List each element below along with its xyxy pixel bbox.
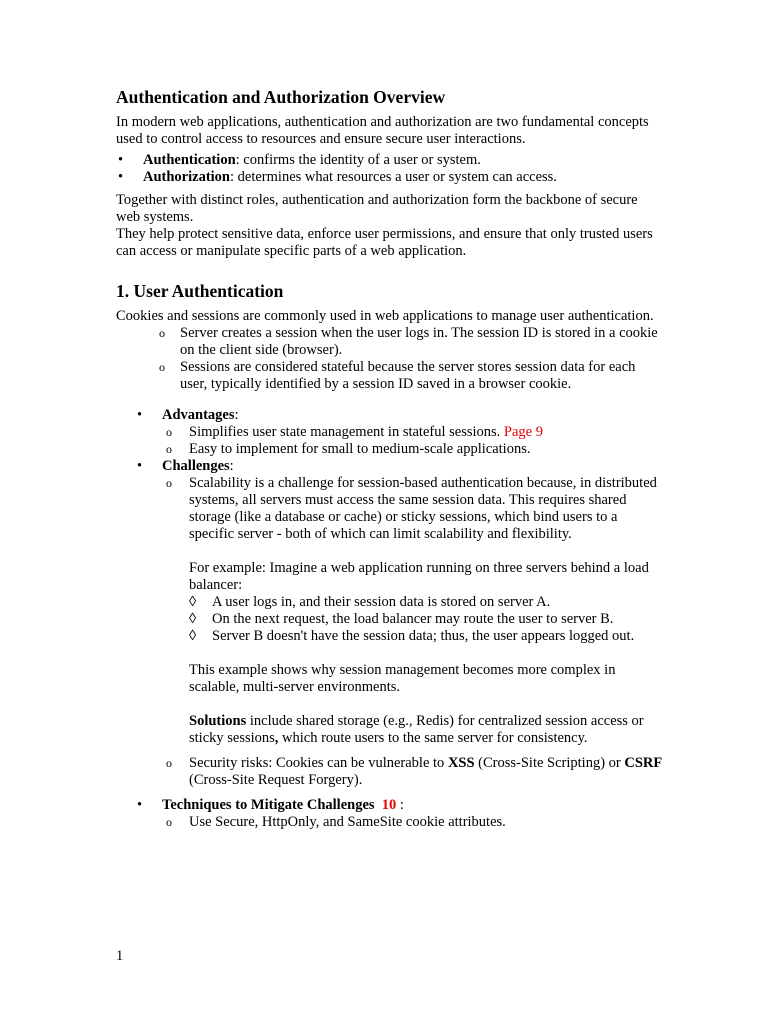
page-title: Authentication and Authorization Overview xyxy=(116,87,446,107)
advantages-item: • Advantages: o Simplifies user state management in stateful sessions. Page 9 o Easy to implement for small to medium-scale applications. xyxy=(116,407,664,458)
list-item: ◊ A user logs in, and their session data is stored on server A. xyxy=(189,594,664,611)
list-item: o Server creates a session when the user logs in. The session ID is stored in a cookie on the client side (browser). xyxy=(157,325,664,359)
together-paragraph-2: They help protect sensitive data, enforce user permissions, and ensure that only trusted users can access or manipulate specific parts of a web application. xyxy=(116,226,653,259)
list-item: • Authentication: confirms the identity of a user or system. xyxy=(116,152,664,169)
example-steps xyxy=(189,594,664,645)
together-paragraph: Together with distinct roles, authentication and authorization form the backbone of secure web systems. xyxy=(116,192,638,225)
definitions-list xyxy=(116,152,664,186)
list-item: o Simplifies user state management in stateful sessions. Page 9 xyxy=(162,424,664,441)
security-risks-item: o Security risks: Cookies can be vulnerable to XSS (Cross-Site Scripting) or CSRF (Cross-Site Request Forgery). xyxy=(162,755,664,789)
list-item: • Authorization: determines what resources a user or system can access. xyxy=(116,169,664,186)
mitigate-item: • Techniques to Mitigate Challenges 10 : o Use Secure, HttpOnly, and SameSite cookie attributes. xyxy=(116,797,664,831)
page-number: 1 xyxy=(116,948,124,964)
list-item: o Use Secure, HttpOnly, and SameSite cookie attributes. xyxy=(162,814,664,831)
page-reference-link[interactable]: Page 9 xyxy=(503,424,543,440)
list-item: o Easy to implement for small to medium-scale applications. xyxy=(162,441,664,458)
list-item: ◊ Server B doesn't have the session data; thus, the user appears logged out. xyxy=(189,628,664,645)
list-item: ◊ On the next request, the load balancer may route the user to server B. xyxy=(189,611,664,628)
challenges-item: • Challenges: o Scalability is a challenge for session-based authentication because, in distributed systems, all servers must access the same session data. This requires shared storage (like a database or cache) or sticky sessions, which bind users to a specific server - both of which can limit scalability and flexibility. For example: Imagine a web application running on three servers behind a load balancer: ◊ A user logs in, and their session data is stored on server A. ◊ On the next request, the load balancer may route the user to server B. ◊ Server B doesn't have the session data; thus, the user appears logged out. This example shows why session management becomes more complex in scalable, multi-server environments. Solutions include shared storage (e.g., Redis) for centralized session access or sticky sessions, which route users to the same server for consistency. o Security risks: Cookies can be vulnerable to XSS (Cross-Site Scripting) or CSRF (Cross-Site Request Forgery). xyxy=(116,458,664,789)
section-heading: 1. User Authentication xyxy=(116,281,284,301)
session-points xyxy=(157,325,664,393)
intro-paragraph: In modern web applications, authentication and authorization are two fundamental concepts used to control access to resources and ensure secure user interactions. xyxy=(116,114,649,147)
scalability-item: o Scalability is a challenge for session-based authentication because, in distributed systems, all servers must access the same session data. This requires shared storage (like a database or cache) or sticky sessions, which bind users to a specific server - both of which can limit scalability and flexibility. For example: Imagine a web application running on three servers behind a load balancer: ◊ A user logs in, and their session data is stored on server A. ◊ On the next request, the load balancer may route the user to server B. ◊ Server B doesn't have the session data; thus, the user appears logged out. This example shows why session management becomes more complex in scalable, multi-server environments. Solutions include shared storage (e.g., Redis) for centralized session access or sticky sessions, which route users to the same server for consistency. xyxy=(162,475,664,747)
pros-cons-list xyxy=(116,407,664,831)
section-intro: Cookies and sessions are commonly used in web applications to manage user authentication. xyxy=(116,308,654,324)
document-page xyxy=(116,86,664,831)
page-reference-link[interactable]: 10 xyxy=(381,797,397,813)
list-item: o Sessions are considered stateful because the server stores session data for each user, typically identified by a session ID saved in a browser cookie. xyxy=(157,359,664,393)
